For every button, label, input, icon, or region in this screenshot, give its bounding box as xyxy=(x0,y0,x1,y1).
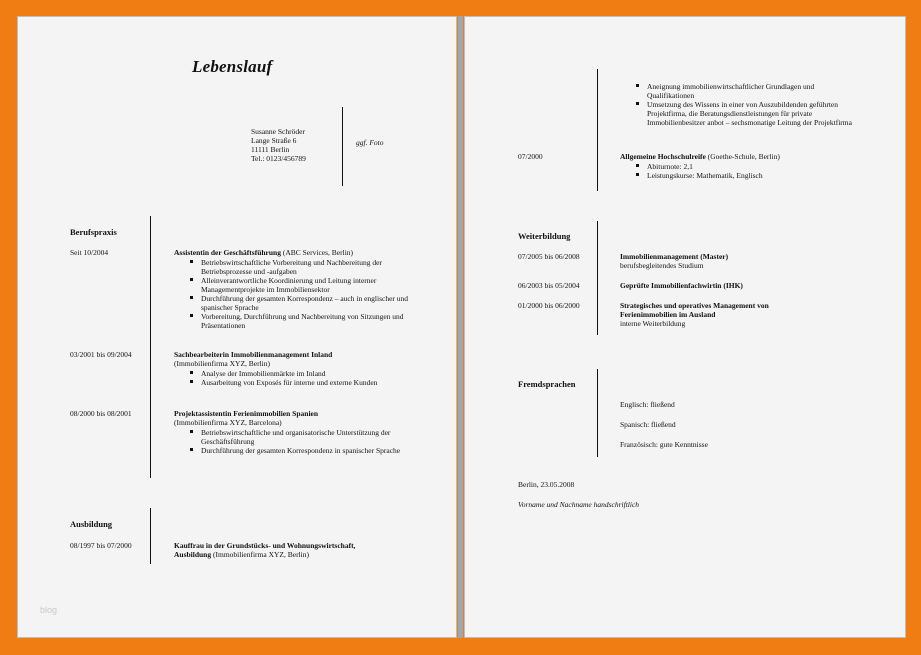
list-item: Betriebswirtschaftliche Vorbereitung und Nachbereitung der Betriebsprozesse und -aufgaben xyxy=(174,258,410,276)
signature-line: Vorname und Nachname handschriftlich xyxy=(518,500,640,509)
contact-city: 11111 Berlin xyxy=(251,145,290,154)
section-heading-berufspraxis: Berufspraxis xyxy=(70,227,117,237)
section-heading-weiterbildung: Weiterbildung xyxy=(518,231,571,241)
cv-page-right xyxy=(464,16,906,638)
entry-date: 01/2000 bis 06/2000 xyxy=(518,301,580,310)
list-item: Umsetzung des Wissens in einer von Auszubildenden geführten Projektfirma, die Beratungsdienstleistungen für private Immobilienbesitzer anbot – sechsmonatige Leitung der Projektfirma xyxy=(620,100,860,127)
list-item: Alleinverantwortliche Koordinierung und Leitung interner Managementprojekte im Immobiliensektor xyxy=(174,276,410,294)
section-divider-weiterbildung xyxy=(597,221,598,335)
photo-placeholder: ggf. Foto xyxy=(356,138,384,147)
list-item: Betriebswirtschaftliche und organisatorische Unterstützung der Geschäftsführung xyxy=(174,428,410,446)
contact-name: Susanne Schröder xyxy=(251,127,305,136)
contact-phone: Tel.: 0123/456789 xyxy=(251,154,306,163)
section-heading-ausbildung: Ausbildung xyxy=(70,519,113,529)
entry-title: Geprüfte Immobilienfachwirtin (IHK) xyxy=(620,281,743,290)
experience-entry xyxy=(174,248,410,330)
entry-title: Immobilienmanagement (Master) xyxy=(620,252,729,261)
list-item: Durchführung der gesamten Korrespondenz in spanischer Sprache xyxy=(174,446,410,455)
section-divider-ausbildung-cont xyxy=(597,69,598,191)
language-item: Englisch: fließend xyxy=(620,400,675,409)
entry-subtitle: (Immobilienfirma XYZ, Berlin) xyxy=(174,359,271,368)
place-date: Berlin, 23.05.2008 xyxy=(518,480,575,489)
list-item: Leistungskurse: Mathematik, Englisch xyxy=(620,171,860,180)
entry-date: 07/2005 bis 06/2008 xyxy=(518,252,580,261)
entry-title: Projektassistentin Ferienimmobilien Spanien xyxy=(174,409,319,418)
entry-title-2: Ausbildung xyxy=(174,550,212,559)
list-item: Aneignung immobilienwirtschaftlicher Grundlagen und Qualifikationen xyxy=(620,82,860,100)
entry-date: 08/2000 bis 08/2001 xyxy=(70,409,132,418)
list-item: Vorbereitung, Durchführung und Nachbereitung von Sitzungen und Präsentationen xyxy=(174,312,410,330)
education-entry xyxy=(174,541,410,559)
entry-subtitle: (Immobilienfirma XYZ, Barcelona) xyxy=(174,418,282,427)
entry-date: 07/2000 xyxy=(518,152,543,161)
list-item: Analyse der Immobilienmärkte im Inland xyxy=(174,369,410,378)
language-item: Spanisch: fließend xyxy=(620,420,676,429)
entry-date: Seit 10/2004 xyxy=(70,248,109,257)
entry-title: Allgemeine Hochschulreife xyxy=(620,152,706,161)
entry-date: 06/2003 bis 05/2004 xyxy=(518,281,580,290)
entry-date: 08/1997 bis 07/2000 xyxy=(70,541,132,550)
language-item: Französisch: gute Kenntnisse xyxy=(620,440,708,449)
section-divider-berufspraxis xyxy=(150,216,151,478)
list-item: Durchführung der gesamten Korrespondenz – auch in englischer und spanischer Sprache xyxy=(174,294,410,312)
section-divider-ausbildung xyxy=(150,508,151,564)
page-gutter xyxy=(458,16,463,638)
page-title: Lebenslauf xyxy=(192,57,273,76)
list-item: Abiturnote: 2,1 xyxy=(620,162,860,171)
education-entry xyxy=(620,152,860,180)
entry-title: Sachbearbeiterin Immobilienmanagement Inland xyxy=(174,350,333,359)
training-entry xyxy=(620,281,860,290)
cv-page-left xyxy=(17,16,457,638)
entry-title: Strategisches und operatives Management von Ferienimmobilien im Ausland xyxy=(620,301,769,319)
entry-note: interne Weiterbildung xyxy=(620,319,686,328)
list-item: Ausarbeitung von Exposés für interne und externe Kunden xyxy=(174,378,410,387)
contact-street: Lange Straße 6 xyxy=(251,136,297,145)
education-details xyxy=(620,81,860,127)
contact-divider xyxy=(342,107,343,186)
section-divider-fremdsprachen xyxy=(597,369,598,457)
watermark: blog xyxy=(40,605,58,615)
entry-date: 03/2001 bis 09/2004 xyxy=(70,350,132,359)
entry-subtitle: (Goethe-Schule, Berlin) xyxy=(705,152,780,161)
experience-entry xyxy=(174,409,410,455)
contact-block xyxy=(251,127,341,163)
entry-subtitle: (ABC Services, Berlin) xyxy=(280,248,354,257)
entry-note: berufsbegleitendes Studium xyxy=(620,261,704,270)
section-heading-fremdsprachen: Fremdsprachen xyxy=(518,379,576,389)
experience-entry xyxy=(174,350,410,387)
entry-subtitle: (Immobilienfirma XYZ, Berlin) xyxy=(211,550,310,559)
training-entry xyxy=(620,252,860,270)
entry-title: Kauffrau in der Grundstücks- und Wohnungswirtschaft, xyxy=(174,541,356,550)
training-entry xyxy=(620,301,805,328)
entry-title: Assistentin der Geschäftsführung xyxy=(174,248,281,257)
